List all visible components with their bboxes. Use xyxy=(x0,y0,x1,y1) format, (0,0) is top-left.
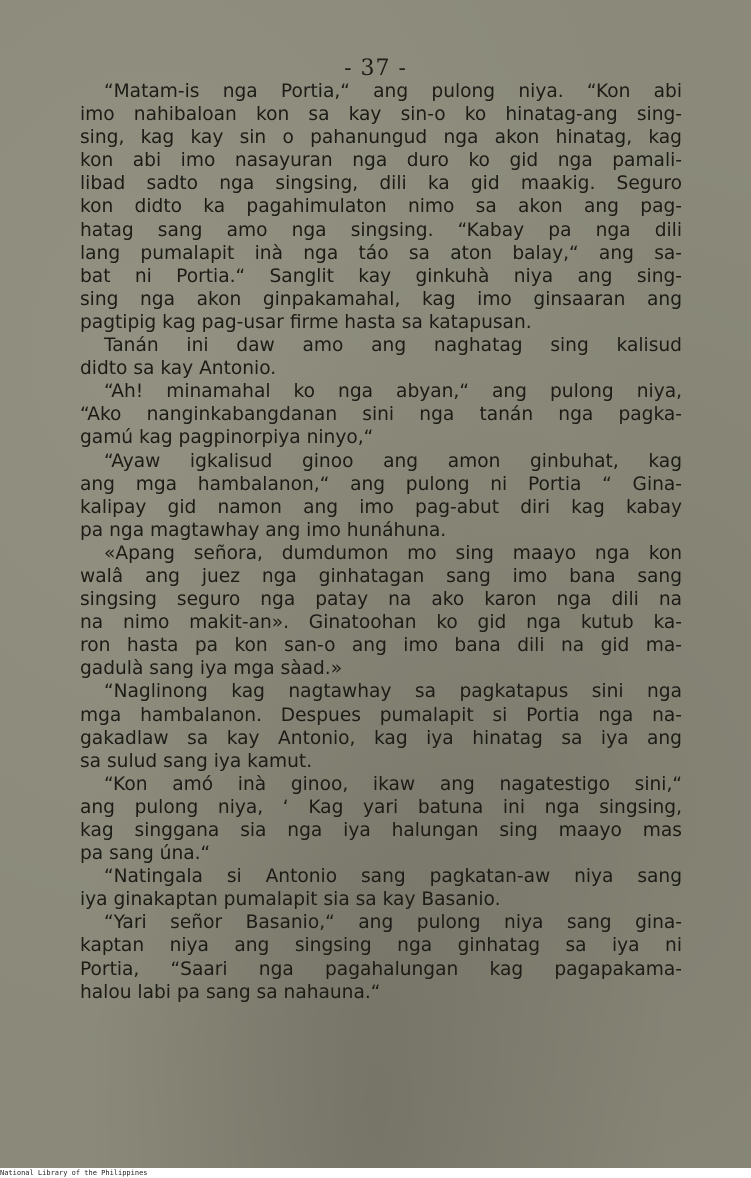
text-line: lang pumalapit inà nga táo sa aton balay,“ ang sa- xyxy=(80,242,682,264)
text-line: «Apang señora, dumdumon mo sing maayo nga kon xyxy=(104,542,682,564)
text-line: pa nga magtawhay ang imo hunáhuna. xyxy=(80,519,447,541)
text-line: hatag sang amo nga singsing. “Kabay pa nga dili xyxy=(80,219,682,241)
text-line: walâ ang juez nga ginhatagan sang imo bana sang xyxy=(80,565,682,587)
text-line: kon abi imo nasayuran nga duro ko gid nga pamali- xyxy=(80,150,682,172)
text-line: kalipay gid namon ang imo pag-abut diri kag kabay xyxy=(80,496,682,518)
text-line: “Matam-is nga Portia,“ ang pulong niya. “Kon abi xyxy=(104,81,682,102)
text-line: “Yari señor Basanio,“ ang pulong niya sang gina- xyxy=(104,912,682,934)
text-line: singsing seguro nga patay na ako karon nga dili na xyxy=(80,589,682,611)
text-line: kag singgana sia nga iya halungan sing maayo mas xyxy=(80,820,682,841)
text-line: “Natingala si Antonio sang pagkatan-aw niya sang xyxy=(104,866,682,888)
text-line: ang pulong niya, ‘ Kag yari batuna ini nga singsing, xyxy=(80,796,682,818)
text-line: gakadlaw sa kay Antonio, kag iya hinatag sa iya ang xyxy=(80,727,682,749)
text-line: gadulà sang iya mga sàad.» xyxy=(80,658,343,680)
text-line: na nimo makit-an». Ginatoohan ko gid nga kutub ka- xyxy=(80,612,682,634)
text-line: “Ayaw igkalisud ginoo ang amon ginbuhat, kag xyxy=(104,450,682,472)
text-line: libad sadto nga singsing, dili ka gid maakig. Seguro xyxy=(80,173,682,195)
text-line: kaptan niya ang singsing nga ginhatag sa iya ni xyxy=(80,935,682,957)
text-line: halou labi pa sang sa nahauna.“ xyxy=(80,981,381,1003)
text-line: imo nahibaloan kon sa kay sin-o ko hinatag-ang sing- xyxy=(80,104,682,126)
text-line: pa sang úna.“ xyxy=(80,843,211,865)
text-line: bat ni Portia.“ Sanglit kay ginkuhà niya ang sing- xyxy=(80,265,682,287)
text-line: “Ako nanginkabangdanan sini nga tanán nga pagka- xyxy=(80,404,682,426)
library-credit: National Library of the Philippines xyxy=(0,1169,148,1177)
text-line: sing nga akon ginpakamahal, kag imo ginsaaran ang xyxy=(80,288,682,310)
text-line: “Naglinong kag nagtawhay sa pagkatapus sini nga xyxy=(104,681,682,703)
text-line: sa sulud sang iya kamut. xyxy=(80,750,313,772)
text-line: mga hambalanon. Despues pumalapit si Portia nga na- xyxy=(80,704,682,726)
text-line: sing, kag kay sin o pahanungud nga akon hinatag, kag xyxy=(80,127,682,149)
text-line: iya ginakaptan pumalapit sia sa kay Basanio. xyxy=(80,889,501,911)
text-line: ron hasta pa kon san-o ang imo bana dili na gid ma- xyxy=(80,635,682,657)
text-line: ang mga hambalanon,“ ang pulong ni Portia “ Gina- xyxy=(80,473,682,495)
text-line: didto sa kay Antonio. xyxy=(80,358,277,380)
text-line: gamú kag pagpinorpiya ninyo,“ xyxy=(80,427,374,449)
text-line: “Kon amó inà ginoo, ikaw ang nagatestigo sini,“ xyxy=(104,773,682,795)
page-number: - 37 - xyxy=(344,56,407,81)
text-line: kon didto ka pagahimulaton nimo sa akon ang pag- xyxy=(80,196,682,218)
body-text xyxy=(80,80,682,1004)
text-line: Tanán ini daw amo ang naghatag sing kalisud xyxy=(104,335,682,357)
text-line: pagtipig kag pag-usar firme hasta sa katapusan. xyxy=(80,311,532,333)
text-line: Portia, “Saari nga pagahalungan kag pagapakama- xyxy=(80,958,682,980)
text-line: “Ah! minamahal ko nga abyan,“ ang pulong niya, xyxy=(104,381,682,403)
